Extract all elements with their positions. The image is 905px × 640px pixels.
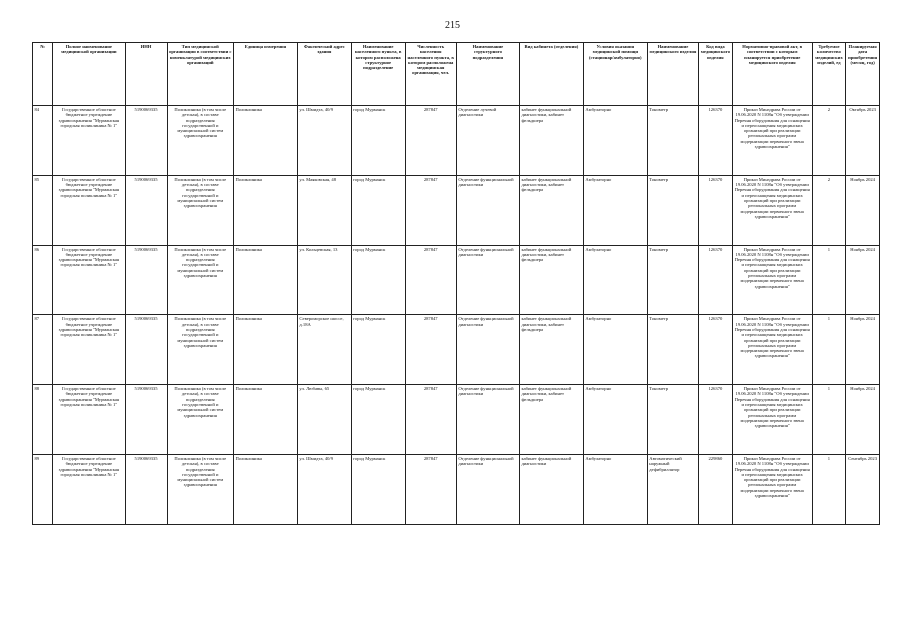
table-cell: Отделение функциональной диагностики <box>456 245 519 315</box>
table-cell: 5190069335 <box>125 175 167 245</box>
table-cell: Поликлиника <box>233 175 297 245</box>
table-cell: 5190069335 <box>125 454 167 524</box>
table-cell: Амбулаторно <box>583 385 647 455</box>
table-body <box>33 106 880 525</box>
table-cell: Государственное областное бюджетное учреждение здравоохранения "Мурманская городская поликлиника № 1" <box>53 245 125 315</box>
table-cell: 86 <box>33 245 53 315</box>
table-cell: Поликлиника <box>233 315 297 385</box>
table-cell: 88 <box>33 385 53 455</box>
table-cell: Тонометр <box>647 315 698 385</box>
table-cell: Отделение лучевой диагностики <box>456 106 519 176</box>
table-cell: Ноябрь 2024 <box>846 245 880 315</box>
table-cell: Поликлиника (в том числе детская), в составе подразделения государственной и муниципальной систем здравоохранения <box>167 454 233 524</box>
table-cell: Тонометр <box>647 175 698 245</box>
table-row <box>33 106 880 176</box>
table-cell: Тонометр <box>647 245 698 315</box>
table-cell: ул. Маяковская, 48 <box>297 175 351 245</box>
table-cell: 287847 <box>405 385 456 455</box>
table-cell: кабинет функциональной диагностики, кабинет фельдшера <box>519 106 583 176</box>
table-cell: город Мурманск <box>351 175 405 245</box>
table-cell: Поликлиника (в том числе детская), в составе подразделения государственной и муниципальной систем здравоохранения <box>167 106 233 176</box>
table-row <box>33 245 880 315</box>
table-cell: кабинет функциональной диагностики, кабинет фельдшера <box>519 385 583 455</box>
table-cell: кабинет функциональной диагностики, кабинет фельдшера <box>519 175 583 245</box>
table-cell: 85 <box>33 175 53 245</box>
table-cell: 2 <box>812 106 846 176</box>
table-cell: 1 <box>812 315 846 385</box>
table-cell: Амбулаторно <box>583 175 647 245</box>
column-header: Наименование населенного пункта, в котором расположена структурное подразделение <box>351 43 405 106</box>
column-header: Тип медицинской организации в соответствии с номенклатурой медицинских организаций <box>167 43 233 106</box>
table-cell: Ноябрь 2024 <box>846 385 880 455</box>
table-cell: Государственное областное бюджетное учреждение здравоохранения "Мурманская городская поликлиника № 1" <box>53 106 125 176</box>
table-cell: город Мурманск <box>351 106 405 176</box>
column-header: Полное наименование медицинской организации <box>53 43 125 106</box>
column-header: № <box>33 43 53 106</box>
table-cell: Ноябрь 2024 <box>846 175 880 245</box>
table-cell: Амбулаторно <box>583 245 647 315</box>
table-cell: Отделение функциональной диагностики <box>456 175 519 245</box>
table-row <box>33 385 880 455</box>
table-cell: 126370 <box>699 106 733 176</box>
table-cell: Государственное областное бюджетное учреждение здравоохранения "Мурманская городская поликлиника № 1" <box>53 454 125 524</box>
table-cell: город Мурманск <box>351 245 405 315</box>
table-cell: Ноябрь 2024 <box>846 315 880 385</box>
table-cell: 287847 <box>405 454 456 524</box>
column-header: Наименование медицинского изделия <box>647 43 698 106</box>
table-cell: 5190069335 <box>125 385 167 455</box>
column-header: Нормативно-правовой акт, в соответствии с которым планируется приобретение медицинского изделия <box>732 43 812 106</box>
table-cell: 126370 <box>699 385 733 455</box>
column-header: Численность населения населенного пункта, в котором расположена медицинская организация, чел. <box>405 43 456 106</box>
table-cell: 5190069335 <box>125 106 167 176</box>
table-cell: кабинет функциональной диагностики, кабинет фельдшера <box>519 245 583 315</box>
table-cell: Поликлиника (в том числе детская), в составе подразделения государственной и муниципальной систем здравоохранения <box>167 385 233 455</box>
table-cell: Отделение функциональной диагностики <box>456 385 519 455</box>
table-cell: Автоматический наружный дефибриллятор <box>647 454 698 524</box>
table-cell: 287847 <box>405 106 456 176</box>
table-cell: 287847 <box>405 245 456 315</box>
table-cell: город Мурманск <box>351 315 405 385</box>
table-cell: 87 <box>33 315 53 385</box>
table-cell: город Мурманск <box>351 454 405 524</box>
table-cell: город Мурманск <box>351 385 405 455</box>
page-number: 215 <box>445 20 460 31</box>
table-cell: Амбулаторно <box>583 315 647 385</box>
table-cell: Поликлиника <box>233 385 297 455</box>
table-cell: Поликлиника (в том числе детская), в составе подразделения государственной и муниципальной систем здравоохранения <box>167 245 233 315</box>
column-header: Наименование структурного подразделения <box>456 43 519 106</box>
table-cell: Октябрь 2023 <box>846 106 880 176</box>
table-cell: 89 <box>33 454 53 524</box>
column-header: Требуемое количество медицинских изделий, ед <box>812 43 846 106</box>
table-cell: Государственное областное бюджетное учреждение здравоохранения "Мурманская городская поликлиника № 1" <box>53 175 125 245</box>
table-row <box>33 315 880 385</box>
table-cell: кабинет функциональной диагностики, кабинет фельдшера <box>519 315 583 385</box>
table-cell: Поликлиника <box>233 454 297 524</box>
column-header: Планируемая дата приобретения (месяц, год) <box>846 43 880 106</box>
table-cell: Приказ Минздрава России от 19.06.2020 N 1108н "Об утверждении Перечня оборудования для оснащения и переоснащения медицинских организаций при реализации региональных программ модернизации первичного звена здравоохранения" <box>732 454 812 524</box>
table-cell: Поликлиника <box>233 106 297 176</box>
column-header: Условия оказания медицинской помощи (стационар/амбулаторно) <box>583 43 647 106</box>
table-cell: 287847 <box>405 175 456 245</box>
table-cell: кабинет функциональной диагностики <box>519 454 583 524</box>
table-cell: Приказ Минздрава России от 19.06.2020 N 1108н "Об утверждении Перечня оборудования для оснащения и переоснащения медицинских организаций при реализации региональных программ модернизации первичного звена здравоохранения" <box>732 106 812 176</box>
table-cell: Приказ Минздрава России от 19.06.2020 N 1108н "Об утверждении Перечня оборудования для оснащения и переоснащения медицинских организаций при реализации региональных программ модернизации первичного звена здравоохранения" <box>732 175 812 245</box>
table-cell: Государственное областное бюджетное учреждение здравоохранения "Мурманская городская поликлиника № 1" <box>53 385 125 455</box>
table-cell: 126370 <box>699 245 733 315</box>
table-cell: ул. Шмидта, 40/9 <box>297 454 351 524</box>
column-header: Вид кабинета (отделения) <box>519 43 583 106</box>
table-cell: Сентябрь 2023 <box>846 454 880 524</box>
registry-table <box>32 42 880 525</box>
table-cell: 2 <box>812 175 846 245</box>
table-cell: Приказ Минздрава России от 19.06.2020 N 1108н "Об утверждении Перечня оборудования для оснащения и переоснащения медицинских организаций при реализации региональных программ модернизации первичного звена здравоохранения" <box>732 385 812 455</box>
table-cell: Тонометр <box>647 106 698 176</box>
table-cell: 229860 <box>699 454 733 524</box>
table-cell: Приказ Минздрава России от 19.06.2020 N 1108н "Об утверждении Перечня оборудования для оснащения и переоснащения медицинских организаций при реализации региональных программ модернизации первичного звена здравоохранения" <box>732 245 812 315</box>
table-cell: ул. Любавы, 65 <box>297 385 351 455</box>
table-cell: ул. Шмидта, 40/9 <box>297 106 351 176</box>
table-cell: Амбулаторно <box>583 106 647 176</box>
table-cell: Государственное областное бюджетное учреждение здравоохранения "Мурманская городская поликлиника № 1" <box>53 315 125 385</box>
column-header: Код вида медицинского изделия <box>699 43 733 106</box>
table-cell: Отделение функциональной диагностики <box>456 315 519 385</box>
table-cell: 126370 <box>699 315 733 385</box>
column-header: Единица измерения <box>233 43 297 106</box>
header-row <box>33 43 880 106</box>
table-cell: 287847 <box>405 315 456 385</box>
table-cell: 5190069335 <box>125 315 167 385</box>
table-cell: Поликлиника (в том числе детская), в составе подразделения государственной и муниципальной систем здравоохранения <box>167 175 233 245</box>
column-header: ИНН <box>125 43 167 106</box>
table-cell: Поликлиника (в том числе детская), в составе подразделения государственной и муниципальной систем здравоохранения <box>167 315 233 385</box>
table-cell: Приказ Минздрава России от 19.06.2020 N 1108н "Об утверждении Перечня оборудования для оснащения и переоснащения медицинских организаций при реализации региональных программ модернизации первичного звена здравоохранения" <box>732 315 812 385</box>
table-cell: 1 <box>812 454 846 524</box>
table-cell: 84 <box>33 106 53 176</box>
table-cell: Поликлиника <box>233 245 297 315</box>
column-header: Фактический адрес здания <box>297 43 351 106</box>
table-cell: Североморское шоссе, д.18А <box>297 315 351 385</box>
table-cell: 1 <box>812 245 846 315</box>
table-row <box>33 454 880 524</box>
table-cell: Отделение функциональной диагностики <box>456 454 519 524</box>
table-cell: 1 <box>812 385 846 455</box>
table-cell: Амбулаторно <box>583 454 647 524</box>
table-cell: 126370 <box>699 175 733 245</box>
table-row <box>33 175 880 245</box>
table-cell: ул. Кольцевская, 13 <box>297 245 351 315</box>
table-cell: Тонометр <box>647 385 698 455</box>
table-cell: 5190069335 <box>125 245 167 315</box>
